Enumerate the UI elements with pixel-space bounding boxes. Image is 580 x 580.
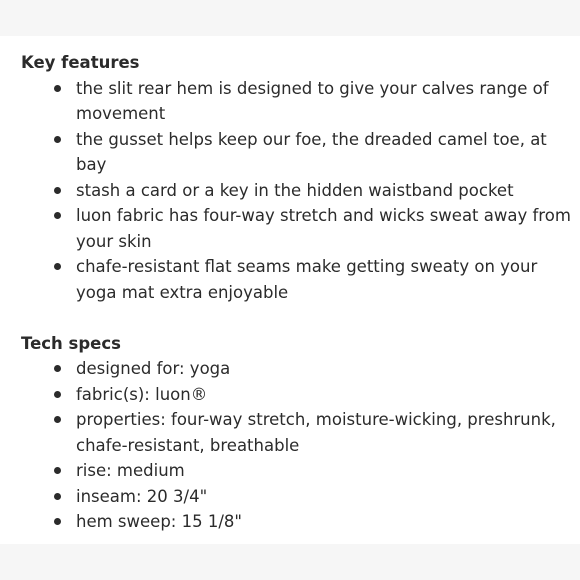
list-item-text: hem sweep: 15 1/8": [76, 512, 242, 531]
list-item: [21, 203, 571, 254]
list-item: [21, 458, 571, 484]
list-item: [21, 407, 571, 458]
list-item: [21, 76, 571, 127]
list-item-text: the slit rear hem is designed to give your calves range of movement: [76, 78, 549, 123]
bullet-icon: [54, 493, 61, 500]
description-panel: [0, 36, 580, 544]
bullet-icon: [54, 365, 61, 372]
list-item: [21, 178, 571, 204]
list-item: [21, 356, 571, 382]
key-features-heading: Key features: [21, 53, 140, 72]
bullet-icon: [54, 187, 61, 194]
section-spacer: [21, 305, 571, 331]
tech-specs-list: [21, 356, 571, 535]
tech-specs-heading: Tech specs: [21, 333, 121, 353]
list-item: [21, 484, 571, 510]
key-features-list: [21, 76, 571, 306]
list-item: [21, 382, 571, 408]
bullet-icon: [54, 391, 61, 398]
list-item-text: fabric(s): luon®: [76, 384, 208, 404]
bullet-icon: [54, 85, 61, 92]
bullet-icon: [54, 212, 61, 219]
list-item: [21, 254, 571, 305]
list-item: [21, 127, 571, 178]
bullet-icon: [54, 136, 61, 143]
list-item-text: designed for: yoga: [76, 359, 231, 378]
list-item-text: the gusset helps keep our foe, the dreaded camel toe, at bay: [76, 129, 547, 174]
bullet-icon: [54, 518, 61, 525]
bullet-icon: [54, 416, 61, 423]
list-item-text: stash a card or a key in the hidden waistband pocket: [76, 180, 514, 200]
list-item: [21, 509, 571, 535]
list-item-text: rise: medium: [76, 461, 185, 480]
list-item-text: chafe-resistant flat seams make getting sweaty on your yoga mat extra enjoyable: [76, 257, 538, 302]
list-item-text: properties: four-way stretch, moisture-wicking, preshrunk, chafe-resistant, breathable: [76, 410, 556, 455]
list-item-text: luon fabric has four-way stretch and wicks sweat away from your skin: [76, 206, 571, 251]
bullet-icon: [54, 467, 61, 474]
bullet-icon: [54, 263, 61, 270]
product-details: [21, 50, 571, 535]
list-item-text: inseam: 20 3/4": [76, 486, 208, 506]
